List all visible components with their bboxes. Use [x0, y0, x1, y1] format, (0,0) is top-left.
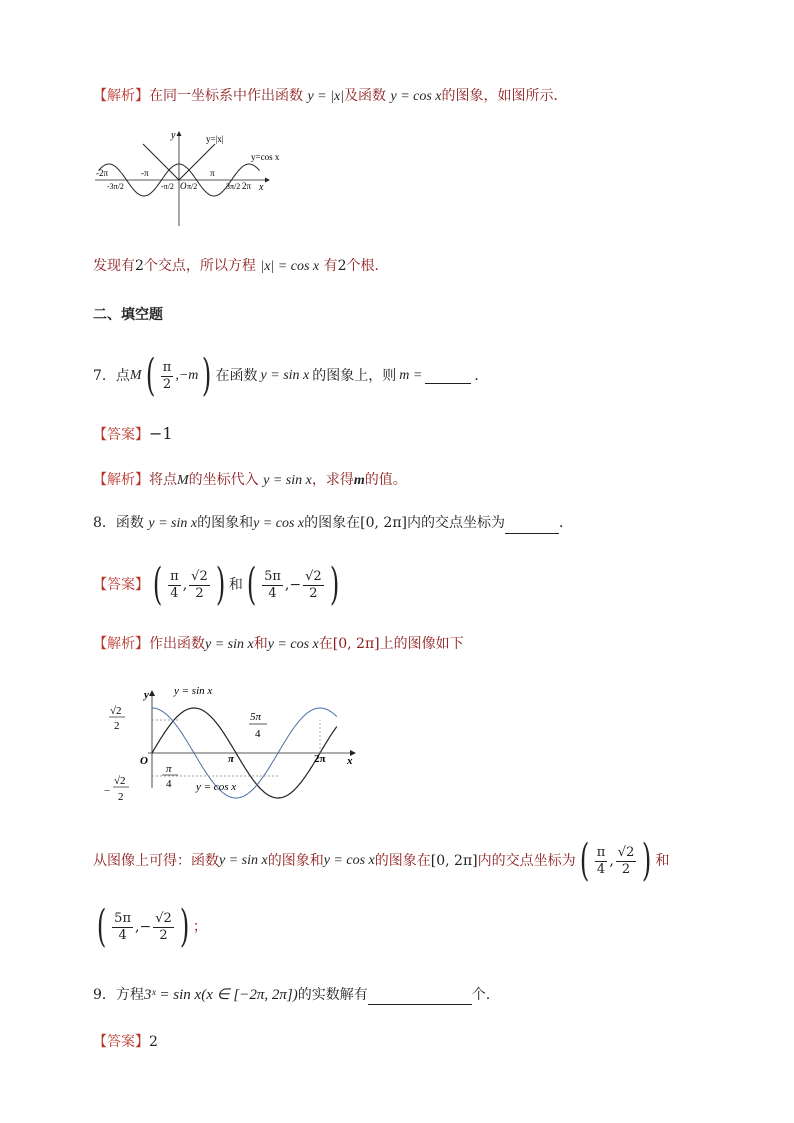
formula-abs-x: y = |x|: [307, 89, 345, 104]
question-7: [93, 350, 489, 401]
frac-num: √2: [305, 568, 322, 584]
q6-analysis: [93, 86, 568, 107]
answer-tag: 【答案】: [93, 1034, 149, 1050]
question-text: 在函数: [215, 368, 258, 384]
conclusion-text: 从图像上可得：函数: [93, 853, 219, 869]
analysis-text: 将点: [149, 472, 177, 488]
formula-cos-x: y = cos x: [323, 853, 375, 868]
analysis-text: 上的图像如下: [379, 636, 464, 652]
section-title: 二、填空题: [93, 307, 163, 323]
tick-neg-pi: -π: [141, 168, 149, 178]
tick-pi4-num: π: [166, 763, 172, 775]
frac-den: 4: [170, 585, 179, 601]
analysis-text: 的图象，如图所示．: [441, 88, 568, 104]
fraction: [153, 911, 174, 944]
fraction: [616, 845, 637, 878]
conjunction: 和: [228, 577, 243, 593]
formula-cos-x: y = cos x: [267, 637, 319, 652]
fraction: [112, 911, 133, 944]
y-axis-label: y: [171, 130, 176, 141]
answer-blank[interactable]: [425, 369, 471, 384]
formula-sin-x: y = sin x: [205, 637, 254, 652]
x-axis-label: x: [347, 755, 353, 767]
fraction: [303, 569, 324, 602]
q8-answer: 【答案】 ( $\frac{\pi}{4}$ , $\frac{√2}{2}$ ) 和 ( $\frac{5\pi}{4}$ ,− $\frac{√2}{2}$ ): [93, 559, 339, 610]
x-axis-label: x: [259, 182, 264, 193]
tick-pi: π: [228, 753, 235, 765]
paren-right: ): [179, 901, 190, 952]
question-number: 9．方程: [93, 987, 144, 1003]
q7-answer: [93, 424, 173, 445]
formula-sin-x: y = sin x: [219, 853, 268, 868]
question-text: 个.: [471, 987, 491, 1003]
question-text: 的实数解有: [297, 987, 368, 1003]
frac-den: 2: [621, 861, 631, 877]
tick-2pi: 2π: [314, 753, 326, 765]
analysis-text: 作出函数: [149, 636, 205, 652]
intersection-count: 2: [135, 258, 144, 274]
origin-label: O: [140, 755, 148, 767]
question-number: 8．函数: [93, 515, 144, 531]
conclusion-text: 内的交点坐标为: [477, 853, 576, 869]
var-m: m =: [399, 368, 423, 383]
point-m: M: [129, 368, 142, 383]
y-axis-label: y: [144, 689, 149, 701]
tick-neg-2pi: -2π: [96, 168, 109, 178]
answer-tag: 【答案】: [93, 427, 149, 443]
tick-neg-sign: −: [104, 785, 111, 797]
q8-conclusion: 从图像上可得：函数 y = sin x 的图象和 y = cos x 的图象在 [0, 2π] 内的交点坐标为 ( $\frac{\pi}{4}$ , $\frac{√2}{2}$ ) 和: [93, 835, 670, 886]
coord-y: ,−m: [175, 368, 199, 383]
equation-abs-cos: |x| = cos x: [260, 259, 320, 274]
tick-neg-sqrt2-2-den: 2: [118, 791, 124, 803]
question-text: ．: [558, 515, 573, 531]
conjunction: 和: [655, 853, 670, 869]
analysis-text: 及函数: [344, 88, 387, 104]
formula-cos-x: y = cos x: [253, 516, 305, 531]
sin-label: y = sin x: [174, 685, 213, 697]
conclusion-text: 有: [323, 258, 338, 274]
paren-left: (: [579, 835, 589, 886]
y-axis-arrow-icon: [177, 131, 182, 136]
question-text: 的图象在: [304, 515, 361, 531]
tick-origin: O: [180, 181, 187, 191]
conclusion-text: 个根．: [346, 258, 389, 274]
tick-5pi4-den: 4: [255, 728, 261, 740]
question-text: 内的交点坐标为: [406, 515, 505, 531]
question-text: 的图象上，则: [312, 368, 397, 384]
frac-den: 4: [596, 861, 606, 877]
graph-sin-cos: [100, 680, 370, 820]
analysis-text: 的值。: [364, 472, 407, 488]
conclusion-text: 发现有: [93, 258, 135, 274]
analysis-text: 在同一坐标系中作出函数: [149, 88, 303, 104]
paren-left: (: [145, 350, 155, 401]
frac-den: 4: [268, 585, 277, 601]
interval: [0, 2π]: [360, 515, 407, 531]
fraction-pi-2: [161, 360, 174, 393]
tick-neg-pi-2: -π/2: [161, 182, 174, 191]
paren-right: ): [215, 559, 226, 610]
tick-2pi: 2π: [242, 181, 252, 191]
answer-value: −1: [149, 424, 173, 443]
formula-sin-x: y = sin x: [260, 368, 310, 383]
frac-num: 5π: [264, 568, 281, 584]
analysis-text: 的坐标代入: [188, 472, 259, 488]
answer-value: 2: [149, 1034, 158, 1050]
analysis-tag: 【解析】: [93, 88, 149, 104]
paren-left: (: [152, 559, 163, 610]
analysis-text: 和: [253, 636, 268, 652]
y-axis-arrow-icon: [149, 690, 155, 696]
interval: [0, 2π]: [430, 853, 478, 869]
fraction: [262, 569, 283, 602]
analysis-text: ，求得: [311, 472, 354, 488]
paren-left: (: [246, 559, 257, 610]
abs-x-label: y=|x|: [206, 134, 224, 144]
fraction: [189, 569, 210, 602]
conclusion-text: 的图象和: [267, 853, 324, 869]
question-9: [93, 985, 490, 1005]
frac-num: √2: [617, 844, 635, 860]
question-text: ．: [474, 368, 489, 384]
frac-den: 2: [309, 585, 318, 601]
graph-abs-cos: [93, 128, 293, 228]
cos-label: y = cos x: [196, 781, 237, 793]
paren-right: ): [202, 350, 212, 401]
equation: 3ˣ = sin x: [143, 987, 202, 1003]
q7-analysis: [93, 470, 407, 491]
q8-analysis: [93, 634, 464, 655]
frac-den: 2: [195, 585, 204, 601]
frac-den: 4: [118, 927, 127, 943]
analysis-tag: 【解析】: [93, 472, 149, 488]
frac-den: 2: [162, 376, 172, 392]
q9-answer: [93, 1032, 158, 1052]
analysis-tag: 【解析】: [93, 636, 149, 652]
tick-5pi4-num: 5π: [250, 711, 262, 723]
point-m: M: [177, 473, 189, 488]
question-text: 的图象和: [197, 515, 254, 531]
formula-cos-x: y = cos x: [390, 89, 442, 104]
tick-sqrt2-2-den: 2: [114, 720, 120, 732]
frac-num: π: [596, 844, 606, 860]
answer-blank[interactable]: [505, 519, 559, 534]
frac-num: π: [162, 359, 172, 375]
frac-num: 5π: [114, 910, 131, 926]
answer-tag: 【答案】: [93, 577, 149, 593]
frac-num: π: [170, 568, 179, 584]
domain: (x ∈ [−2π, 2π]): [201, 987, 298, 1003]
question-8: [93, 513, 573, 534]
paren-right: ): [642, 835, 652, 886]
var-m: m: [353, 473, 365, 488]
frac-num: √2: [191, 568, 208, 584]
fraction: [168, 569, 181, 602]
frac-den: 2: [159, 927, 168, 943]
paren-left: (: [96, 901, 107, 952]
paren-right: ): [329, 559, 339, 610]
fraction: [595, 845, 608, 878]
formula-sin-x: y = sin x: [263, 473, 312, 488]
answer-blank[interactable]: [368, 990, 472, 1005]
conclusion-text: 个交点，所以方程: [143, 258, 256, 274]
tick-pi: π: [210, 168, 215, 178]
frac-num: √2: [155, 910, 172, 926]
tick-neg-sqrt2-2-num: √2: [114, 775, 126, 787]
tick-neg-3pi-2: -3π/2: [107, 182, 124, 191]
analysis-text: 在: [318, 636, 333, 652]
conclusion-text: ；: [192, 919, 207, 935]
q6-conclusion: [93, 256, 388, 277]
tick-pi4-den: 4: [166, 778, 172, 790]
formula-sin-x: y = sin x: [148, 516, 198, 531]
question-number: 7．点: [93, 368, 130, 384]
x-axis-arrow-icon: [265, 178, 270, 183]
q8-conclusion-2: ( $\frac{5\pi}{4}$ ,− $\frac{√2}{2}$ ) ；: [96, 901, 207, 952]
conclusion-text: 的图象在: [374, 853, 431, 869]
interval: [0, 2π]: [332, 636, 380, 652]
root-count: 2: [337, 258, 347, 274]
tick-pi-2: π/2: [187, 182, 198, 191]
cos-label: y=cos x: [251, 152, 280, 162]
tick-sqrt2-2-num: √2: [110, 705, 122, 717]
tick-3pi-2: 3π/2: [226, 182, 241, 191]
